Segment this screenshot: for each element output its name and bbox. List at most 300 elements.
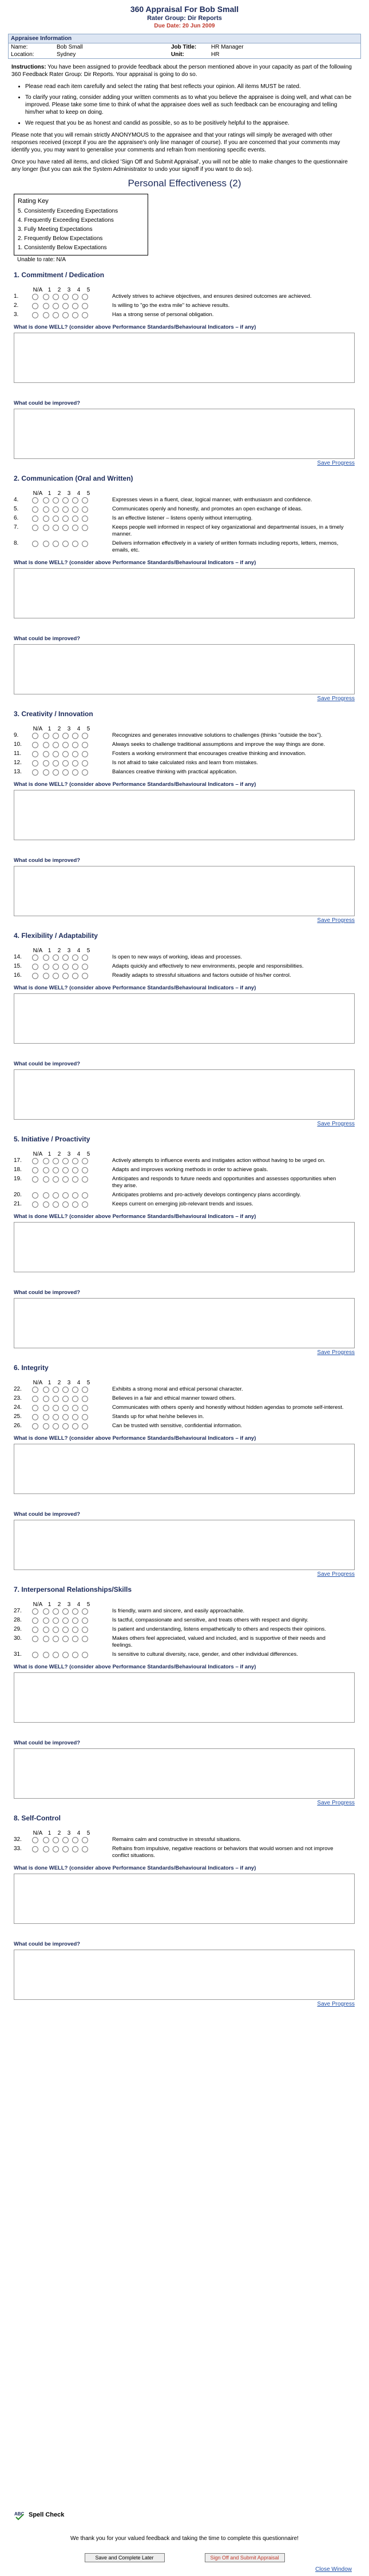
rating-radio-1[interactable] xyxy=(43,769,49,776)
rating-radio-na[interactable] xyxy=(32,497,38,504)
improve-textarea[interactable] xyxy=(14,1298,355,1348)
done-well-label: What is done WELL? (consider above Performance Standards/Behavioural Indicators – if any) xyxy=(14,781,256,788)
rating-radio-1[interactable] xyxy=(43,1608,49,1615)
rating-radio-5[interactable] xyxy=(82,1636,88,1642)
rating-radio-na[interactable] xyxy=(32,751,38,757)
rating-radio-5[interactable] xyxy=(82,751,88,757)
rating-radio-na[interactable] xyxy=(32,769,38,776)
scale-label: 1 xyxy=(47,1380,51,1386)
rating-radio-3[interactable] xyxy=(62,1423,69,1429)
rating-radio-5[interactable] xyxy=(82,525,88,531)
rating-radio-3[interactable] xyxy=(62,1618,69,1624)
rating-radio-na[interactable] xyxy=(32,1618,38,1624)
rating-radio-3[interactable] xyxy=(62,1176,69,1183)
rating-radio-5[interactable] xyxy=(82,1201,88,1208)
rating-radio-4[interactable] xyxy=(72,1396,78,1402)
rating-radio-group xyxy=(31,1836,105,1843)
rating-radio-3[interactable] xyxy=(62,303,69,309)
rating-radio-3[interactable] xyxy=(62,1627,69,1633)
rating-radio-5[interactable] xyxy=(82,1837,88,1843)
page-title: 360 Appraisal For Bob Small xyxy=(130,5,239,14)
rating-radio-4[interactable] xyxy=(72,294,78,300)
done-well-textarea[interactable] xyxy=(14,1874,355,1924)
rating-radio-5[interactable] xyxy=(82,733,88,739)
rating-radio-2[interactable] xyxy=(53,1167,59,1173)
rating-radio-2[interactable] xyxy=(53,525,59,531)
rating-radio-group xyxy=(31,1635,105,1642)
scale-label: 5 xyxy=(86,1601,90,1608)
rating-radio-5[interactable] xyxy=(82,1618,88,1624)
rating-radio-3[interactable] xyxy=(62,1405,69,1411)
rating-radio-na[interactable] xyxy=(32,1414,38,1420)
rating-radio-3[interactable] xyxy=(62,742,69,748)
rating-scale-header xyxy=(15,1830,357,1836)
rating-radio-2[interactable] xyxy=(53,294,59,300)
rating-radio-3[interactable] xyxy=(62,525,69,531)
save-progress-link[interactable]: Save Progress xyxy=(317,1800,355,1806)
rating-item xyxy=(14,1413,357,1420)
rating-radio-2[interactable] xyxy=(53,1608,59,1615)
rating-radio-2[interactable] xyxy=(53,760,59,766)
improve-label: What could be improved? xyxy=(14,1061,81,1067)
thank-you-note: We thank you for your valued feedback and taking the time to complete this questionnaire! xyxy=(70,2535,299,2542)
improve-textarea[interactable] xyxy=(14,866,355,916)
rating-radio-5[interactable] xyxy=(82,954,88,961)
rating-radio-na[interactable] xyxy=(32,1201,38,1208)
competency-section xyxy=(14,710,357,924)
item-number: 16. xyxy=(14,972,22,979)
done-well-textarea[interactable] xyxy=(14,790,355,840)
rating-radio-5[interactable] xyxy=(82,1652,88,1658)
rating-radio-4[interactable] xyxy=(72,1414,78,1420)
scale-label: 4 xyxy=(77,948,81,954)
rating-radio-4[interactable] xyxy=(72,516,78,522)
rating-radio-4[interactable] xyxy=(72,1846,78,1852)
item-number: 21. xyxy=(14,1201,22,1207)
rating-radio-4[interactable] xyxy=(72,1158,78,1164)
job-value: HR Manager xyxy=(211,44,244,50)
scale-label: N/A xyxy=(33,948,43,954)
rating-radio-1[interactable] xyxy=(43,1396,49,1402)
done-well-textarea[interactable] xyxy=(14,568,355,618)
rating-radio-3[interactable] xyxy=(62,1837,69,1843)
rating-radio-3[interactable] xyxy=(62,312,69,318)
improve-textarea[interactable] xyxy=(14,1520,355,1570)
rating-radio-1[interactable] xyxy=(43,1387,49,1393)
rating-radio-5[interactable] xyxy=(82,1414,88,1420)
save-progress-link[interactable]: Save Progress xyxy=(317,696,355,702)
rating-radio-1[interactable] xyxy=(43,1837,49,1843)
item-statement: Stands up for what he/she believes in. xyxy=(112,1413,204,1420)
rating-key xyxy=(14,194,148,255)
rating-item xyxy=(14,963,357,970)
item-number: 19. xyxy=(14,1176,22,1182)
rating-radio-na[interactable] xyxy=(32,1192,38,1199)
rating-radio-4[interactable] xyxy=(72,1618,78,1624)
improve-textarea[interactable] xyxy=(14,1748,355,1799)
rating-radio-1[interactable] xyxy=(43,497,49,504)
rating-radio-na[interactable] xyxy=(32,954,38,961)
rating-radio-5[interactable] xyxy=(82,1423,88,1429)
rating-radio-5[interactable] xyxy=(82,1846,88,1852)
rating-radio-1[interactable] xyxy=(43,1414,49,1420)
rating-radio-2[interactable] xyxy=(53,964,59,970)
rating-radio-na[interactable] xyxy=(32,1167,38,1173)
rating-radio-4[interactable] xyxy=(72,1192,78,1199)
rating-radio-4[interactable] xyxy=(72,1423,78,1429)
done-well-textarea[interactable] xyxy=(14,993,355,1044)
rating-radio-3[interactable] xyxy=(62,964,69,970)
rating-radio-2[interactable] xyxy=(53,1387,59,1393)
rating-radio-na[interactable] xyxy=(32,733,38,739)
rating-radio-3[interactable] xyxy=(62,1846,69,1852)
item-statement: Refrains from impulsive, negative reactions or behaviors that would worsen and not improve conflict situations. xyxy=(112,1846,334,1859)
rating-radio-4[interactable] xyxy=(72,1627,78,1633)
rating-radio-na[interactable] xyxy=(32,506,38,513)
rating-radio-1[interactable] xyxy=(43,954,49,961)
rating-radio-5[interactable] xyxy=(82,964,88,970)
item-number: 20. xyxy=(14,1192,22,1198)
rating-radio-2[interactable] xyxy=(53,1192,59,1199)
rating-radio-na[interactable] xyxy=(32,1405,38,1411)
rating-radio-4[interactable] xyxy=(72,1167,78,1173)
anonymity-note: Please note that you will remain strictly ANONYMOUS to the appraisee and that your ratings will simply be averaged with other responses received (except if you are the appraisee's only line manager of course). If you are concerned that your comments may identify you, you may want to generalise your comments and refrain from mentioning specific events. xyxy=(11,132,340,153)
rating-radio-1[interactable] xyxy=(43,1167,49,1173)
rating-radio-1[interactable] xyxy=(43,751,49,757)
rating-radio-group xyxy=(31,1404,105,1411)
rating-radio-4[interactable] xyxy=(72,1201,78,1208)
rating-radio-3[interactable] xyxy=(62,1167,69,1173)
improve-label: What could be improved? xyxy=(14,1740,81,1746)
rating-radio-5[interactable] xyxy=(82,516,88,522)
rating-radio-4[interactable] xyxy=(72,769,78,776)
rating-radio-2[interactable] xyxy=(53,1837,59,1843)
close-window-link[interactable]: Close Window xyxy=(315,2566,352,2573)
rating-radio-3[interactable] xyxy=(62,1201,69,1208)
rating-radio-5[interactable] xyxy=(82,973,88,979)
rating-radio-4[interactable] xyxy=(72,964,78,970)
rating-radio-5[interactable] xyxy=(82,1192,88,1199)
item-number: 4. xyxy=(14,497,19,503)
rating-radio-5[interactable] xyxy=(82,1167,88,1173)
rating-radio-5[interactable] xyxy=(82,1627,88,1633)
rating-radio-2[interactable] xyxy=(53,497,59,504)
rating-item xyxy=(14,1651,357,1658)
rating-radio-5[interactable] xyxy=(82,1608,88,1615)
rating-radio-4[interactable] xyxy=(72,733,78,739)
scale-label: 2 xyxy=(57,1601,61,1608)
rating-radio-4[interactable] xyxy=(72,497,78,504)
rating-radio-4[interactable] xyxy=(72,525,78,531)
competency-section xyxy=(14,474,357,702)
rating-radio-2[interactable] xyxy=(53,312,59,318)
unit-value: HR xyxy=(211,51,220,58)
rating-radio-3[interactable] xyxy=(62,760,69,766)
section-title: 8. Self-Control xyxy=(14,1814,61,1822)
scale-label: 2 xyxy=(57,726,61,732)
rating-radio-2[interactable] xyxy=(53,1846,59,1852)
rating-radio-1[interactable] xyxy=(43,1201,49,1208)
save-progress-link[interactable]: Save Progress xyxy=(317,1121,355,1127)
rating-radio-na[interactable] xyxy=(32,1176,38,1183)
improve-textarea[interactable] xyxy=(14,1950,355,2000)
rating-radio-na[interactable] xyxy=(32,303,38,309)
rating-radio-4[interactable] xyxy=(72,954,78,961)
improve-textarea[interactable] xyxy=(14,644,355,694)
rating-radio-na[interactable] xyxy=(32,312,38,318)
rating-radio-na[interactable] xyxy=(32,742,38,748)
rating-radio-2[interactable] xyxy=(53,303,59,309)
rating-radio-3[interactable] xyxy=(62,516,69,522)
rating-radio-1[interactable] xyxy=(43,506,49,513)
save-progress-link[interactable]: Save Progress xyxy=(317,1349,355,1356)
item-statement: Actively strives to achieve objectives, and ensures desired outcomes are achieved. xyxy=(112,293,312,299)
rating-radio-1[interactable] xyxy=(43,294,49,300)
rating-radio-na[interactable] xyxy=(32,1636,38,1642)
rating-radio-2[interactable] xyxy=(53,1652,59,1658)
rating-radio-1[interactable] xyxy=(43,303,49,309)
improve-label: What could be improved? xyxy=(14,400,81,406)
rating-radio-2[interactable] xyxy=(53,1201,59,1208)
footer-buttons xyxy=(0,2553,369,2562)
rating-radio-3[interactable] xyxy=(62,1636,69,1642)
done-well-label: What is done WELL? (consider above Performance Standards/Behavioural Indicators – if any) xyxy=(14,1213,256,1220)
rating-item xyxy=(14,1192,357,1199)
rating-radio-1[interactable] xyxy=(43,541,49,547)
rating-radio-2[interactable] xyxy=(53,954,59,961)
rating-radio-2[interactable] xyxy=(53,973,59,979)
rating-radio-na[interactable] xyxy=(32,1627,38,1633)
improve-textarea[interactable] xyxy=(14,409,355,459)
rating-radio-3[interactable] xyxy=(62,973,69,979)
rating-radio-4[interactable] xyxy=(72,1608,78,1615)
item-statement: Always seeks to challenge traditional assumptions and improve the way things are done. xyxy=(112,741,326,748)
rating-radio-1[interactable] xyxy=(43,1176,49,1183)
rating-radio-4[interactable] xyxy=(72,312,78,318)
rating-radio-3[interactable] xyxy=(62,1192,69,1199)
rating-radio-3[interactable] xyxy=(62,1396,69,1402)
rating-radio-2[interactable] xyxy=(53,742,59,748)
rating-radio-1[interactable] xyxy=(43,973,49,979)
appraisee-info-panel xyxy=(8,34,361,59)
instructions-list xyxy=(25,83,358,127)
rating-radio-na[interactable] xyxy=(32,1158,38,1164)
rating-radio-2[interactable] xyxy=(53,1636,59,1642)
rating-radio-3[interactable] xyxy=(62,497,69,504)
rating-radio-5[interactable] xyxy=(82,312,88,318)
rating-radio-1[interactable] xyxy=(43,312,49,318)
rating-radio-na[interactable] xyxy=(32,1652,38,1658)
rating-radio-group xyxy=(31,1157,105,1164)
rating-radio-5[interactable] xyxy=(82,497,88,504)
rating-radio-3[interactable] xyxy=(62,733,69,739)
rating-radio-4[interactable] xyxy=(72,1837,78,1843)
rating-radio-5[interactable] xyxy=(82,541,88,547)
item-number: 17. xyxy=(14,1157,22,1164)
rating-radio-2[interactable] xyxy=(53,1176,59,1183)
rating-radio-4[interactable] xyxy=(72,303,78,309)
rating-item xyxy=(14,1395,357,1402)
rating-radio-5[interactable] xyxy=(82,1176,88,1183)
rating-radio-4[interactable] xyxy=(72,760,78,766)
rating-radio-1[interactable] xyxy=(43,1627,49,1633)
sign-off-submit-button[interactable]: Sign Off and Submit Appraisal xyxy=(205,2553,285,2562)
rating-radio-3[interactable] xyxy=(62,751,69,757)
scale-label: N/A xyxy=(33,1151,43,1157)
instructions-paragraph xyxy=(11,63,358,78)
rating-radio-5[interactable] xyxy=(82,742,88,748)
rating-radio-3[interactable] xyxy=(62,1652,69,1658)
rating-radio-group xyxy=(31,497,105,504)
scale-label: N/A xyxy=(33,1601,43,1608)
save-progress-link[interactable]: Save Progress xyxy=(317,460,355,466)
rating-radio-1[interactable] xyxy=(43,964,49,970)
rating-item xyxy=(14,750,357,757)
rating-radio-na[interactable] xyxy=(32,1396,38,1402)
rating-radio-2[interactable] xyxy=(53,1627,59,1633)
rating-radio-1[interactable] xyxy=(43,1618,49,1624)
competency-section xyxy=(14,1135,357,1356)
rating-radio-na[interactable] xyxy=(32,294,38,300)
rating-radio-3[interactable] xyxy=(62,1414,69,1420)
rating-radio-na[interactable] xyxy=(32,760,38,766)
rating-radio-5[interactable] xyxy=(82,1405,88,1411)
rating-radio-1[interactable] xyxy=(43,742,49,748)
rating-radio-2[interactable] xyxy=(53,1414,59,1420)
rating-radio-2[interactable] xyxy=(53,1405,59,1411)
rating-radio-1[interactable] xyxy=(43,1636,49,1642)
rating-radio-group xyxy=(31,954,105,961)
rating-radio-1[interactable] xyxy=(43,733,49,739)
item-number: 13. xyxy=(14,769,22,775)
rating-radio-2[interactable] xyxy=(53,751,59,757)
rating-radio-na[interactable] xyxy=(32,964,38,970)
rating-radio-2[interactable] xyxy=(53,1423,59,1429)
scale-label: 3 xyxy=(67,1151,71,1157)
rating-radio-na[interactable] xyxy=(32,1846,38,1852)
item-number: 29. xyxy=(14,1626,22,1632)
rating-radio-na[interactable] xyxy=(32,541,38,547)
rating-scale-header xyxy=(15,1151,357,1157)
rating-radio-4[interactable] xyxy=(72,1176,78,1183)
scale-label: 3 xyxy=(67,490,71,497)
rating-radio-3[interactable] xyxy=(62,1387,69,1393)
save-progress-link[interactable]: Save Progress xyxy=(317,1571,355,1577)
scale-label: N/A xyxy=(33,1380,43,1386)
rating-radio-4[interactable] xyxy=(72,506,78,513)
rating-radio-na[interactable] xyxy=(32,973,38,979)
rating-item xyxy=(14,506,357,513)
scale-label: 4 xyxy=(77,1380,81,1386)
rating-radio-4[interactable] xyxy=(72,751,78,757)
rating-radio-5[interactable] xyxy=(82,1396,88,1402)
scale-label: 1 xyxy=(47,1151,51,1157)
item-statement: Is friendly, warm and sincere, and easily approachable. xyxy=(112,1608,245,1614)
done-well-textarea[interactable] xyxy=(14,1222,355,1272)
item-number: 1. xyxy=(14,293,19,299)
rating-radio-3[interactable] xyxy=(62,541,69,547)
rating-radio-2[interactable] xyxy=(53,769,59,776)
spell-check[interactable] xyxy=(14,2509,369,2521)
done-well-textarea[interactable] xyxy=(14,333,355,383)
rating-radio-3[interactable] xyxy=(62,1608,69,1615)
rating-radio-5[interactable] xyxy=(82,506,88,513)
rating-radio-group xyxy=(31,1846,105,1852)
rating-radio-1[interactable] xyxy=(43,760,49,766)
rating-radio-1[interactable] xyxy=(43,1846,49,1852)
rating-radio-5[interactable] xyxy=(82,303,88,309)
rating-radio-3[interactable] xyxy=(62,769,69,776)
rating-radio-4[interactable] xyxy=(72,973,78,979)
done-well-textarea[interactable] xyxy=(14,1444,355,1494)
rating-radio-5[interactable] xyxy=(82,1158,88,1164)
rating-radio-2[interactable] xyxy=(53,1158,59,1164)
rating-radio-2[interactable] xyxy=(53,506,59,513)
scale-label: 2 xyxy=(57,1151,61,1157)
rating-radio-4[interactable] xyxy=(72,1387,78,1393)
item-statement: Adapts and improves working methods in order to achieve goals. xyxy=(112,1167,268,1173)
rating-radio-4[interactable] xyxy=(72,541,78,547)
rating-radio-1[interactable] xyxy=(43,1405,49,1411)
rating-radio-2[interactable] xyxy=(53,1396,59,1402)
scale-label: 3 xyxy=(67,1601,71,1608)
rating-radio-1[interactable] xyxy=(43,1652,49,1658)
rating-radio-1[interactable] xyxy=(43,1192,49,1199)
rating-radio-na[interactable] xyxy=(32,1387,38,1393)
save-progress-link[interactable]: Save Progress xyxy=(317,2001,355,2007)
rating-radio-na[interactable] xyxy=(32,1837,38,1843)
rating-radio-na[interactable] xyxy=(32,525,38,531)
rating-item xyxy=(14,1626,357,1633)
scale-label: 2 xyxy=(57,1380,61,1386)
rating-radio-4[interactable] xyxy=(72,1636,78,1642)
rating-radio-3[interactable] xyxy=(62,954,69,961)
rating-radio-5[interactable] xyxy=(82,1387,88,1393)
item-number: 18. xyxy=(14,1167,22,1173)
rating-radio-1[interactable] xyxy=(43,1158,49,1164)
rating-radio-5[interactable] xyxy=(82,769,88,776)
rating-radio-3[interactable] xyxy=(62,506,69,513)
competency-section xyxy=(14,1814,357,2007)
rating-radio-5[interactable] xyxy=(82,760,88,766)
instructions xyxy=(11,63,358,173)
done-well-textarea[interactable] xyxy=(14,1672,355,1723)
rating-radio-2[interactable] xyxy=(53,1618,59,1624)
rating-radio-na[interactable] xyxy=(32,1423,38,1429)
rating-radio-2[interactable] xyxy=(53,516,59,522)
rating-radio-1[interactable] xyxy=(43,1423,49,1429)
rating-radio-2[interactable] xyxy=(53,541,59,547)
rating-radio-4[interactable] xyxy=(72,1405,78,1411)
rating-radio-1[interactable] xyxy=(43,516,49,522)
rating-radio-3[interactable] xyxy=(62,294,69,300)
rating-radio-na[interactable] xyxy=(32,516,38,522)
scale-label: 2 xyxy=(57,287,61,293)
section-title: 2. Communication (Oral and Written) xyxy=(14,474,133,482)
rating-radio-1[interactable] xyxy=(43,525,49,531)
rating-radio-5[interactable] xyxy=(82,294,88,300)
rating-radio-3[interactable] xyxy=(62,1158,69,1164)
scale-label: 1 xyxy=(47,1601,51,1608)
rating-radio-na[interactable] xyxy=(32,1608,38,1615)
improve-textarea[interactable] xyxy=(14,1069,355,1120)
rating-radio-4[interactable] xyxy=(72,742,78,748)
rating-radio-4[interactable] xyxy=(72,1652,78,1658)
item-statement: Exhibits a strong moral and ethical personal character. xyxy=(112,1386,243,1392)
save-complete-later-button[interactable]: Save and Complete Later xyxy=(85,2553,165,2562)
rating-radio-2[interactable] xyxy=(53,733,59,739)
save-progress-link[interactable]: Save Progress xyxy=(317,917,355,924)
